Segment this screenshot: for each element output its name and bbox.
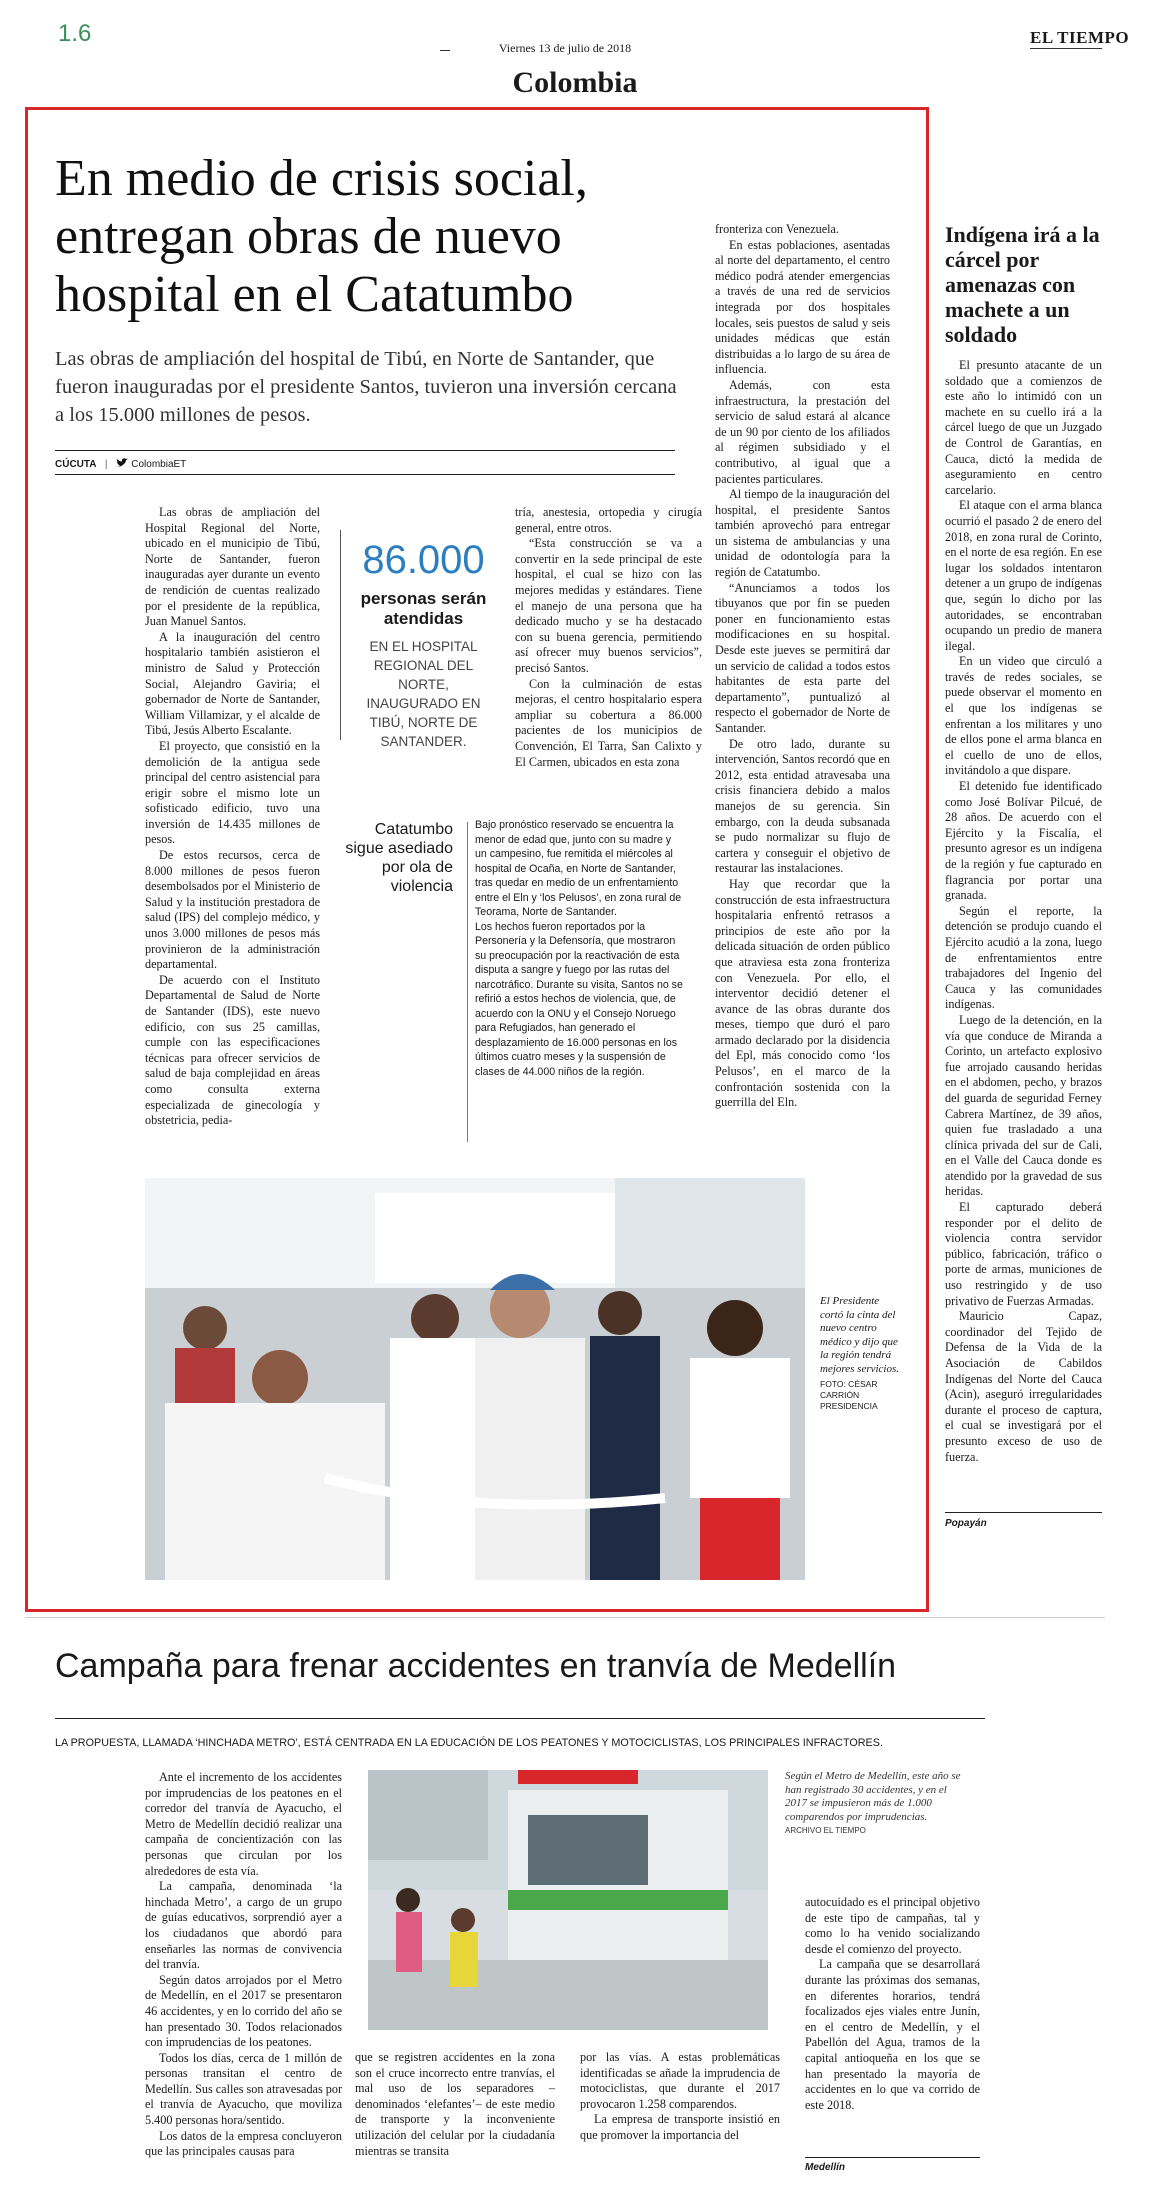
paragraph: “Esta construcción se va a convertir en la sede principal de este hospital, el cual se hizo con las mejores medidas y estándares. Tiene el manejo de una persona que ha dedicado mucho y se ha destacado con su buena gerencia, permitiendo así ofrecer muy buenos servicios”, precisó Santos. (515, 536, 702, 675)
bottom-column-1 (145, 1770, 342, 2160)
sidebar-body (475, 818, 685, 1079)
sidebar-text: Los hechos fueron reportados por la Personería y la Defensoría, que mostraron su preocupación por la reactivación de esta disputa a sangre y fuego por las rutas del narcotráfico. Durante su visita, Santos no se refirió a estos hechos de violencia, que, de acuerdo con la ONU y el Consejo Noruego para Refugiados, han generado el desplazamiento de 16.000 personas en los últimos cuatro meses y la suspensión de clases de 44.000 niños de la región. (475, 920, 683, 1078)
paragraph: A la inauguración del centro hospitalario también asistieron el ministro de Salud y Protección Social, Alejandro Gaviria; el gobernador de Norte de Santander, William Villamizar, y el alcalde de Tibú, Jesús Alberto Escalante. (145, 629, 320, 738)
bottom-column-4 (805, 1895, 980, 2113)
bottom-kicker: LA PROPUESTA, LLAMADA ‘HINCHADA METRO’, ESTÁ CENTRADA EN LA EDUCACIÓN DE LOS PEATONES Y MOTOCICLISTAS, LOS PRINCIPALES INFRACTORES. (55, 1737, 883, 1749)
paragraph: Hay que recordar que la construcción de esta infraestructura hospitalaria enfrentó retrasos a principios de este año por la delicada situación de orden público que atraviesa esta zona fronteriza con Venezuela. Por ello, el interventor decidió detener el avance de las obras durante dos meses, tiempo que duró el paro armado declarado por la disidencia del Epl, más conocido como ‘los Pelusos’, en el marco de la confrontación sostenida con la guerrilla del Eln. (715, 876, 890, 1110)
paper-name: EL TIEMPO (1030, 28, 1130, 47)
paragraph: El ataque con el arma blanca ocurrió el pasado 2 de enero del 2018, en zona rural de Corinto, en el norte de esa región. En ese lugar los soldados intentaron detener a un grupo de indígenas que, según lo dicho por las autoridades, se encontraban ocupando un predio de manera ilegal. (945, 498, 1103, 653)
stat-detail: EN EL HOSPITAL REGIONAL DEL NORTE, INAUGURADO EN TIBÚ, NORTE DE SANTANDER. (366, 639, 481, 749)
photo-credit: FOTO: CÉSAR CARRIÓN PRESIDENCIA (820, 1379, 878, 1411)
tram-caption (785, 1770, 965, 1838)
page-number: 1.6 (58, 20, 92, 47)
bottom-dateline: Medellín (805, 2162, 846, 2173)
paragraph: Al tiempo de la inauguración del hospital, el presidente Santos también aprovechó para entregar un sistema de ambulancias y una unidad de odontología para la región de Catatumbo. (715, 487, 890, 580)
bottom-column-2 (355, 2050, 555, 2159)
stat-number: 86.000 (362, 538, 485, 582)
paragraph: El detenido fue identificado como José Bolívar Pilcué, de 28 años. De acuerdo con el Ejército y la Fiscalía, el presunto agresor es un indígena de la región y fue capturado en flagrancia por portar una granada. (945, 779, 1102, 903)
paragraph: por las vías. A estas problemáticas identificadas se añade la imprudencia de motociclistas, que durante el 2017 provocaron 1.258 comparendos. (580, 2050, 780, 2111)
paragraph: Luego de la detención, en la vía que conduce de Miranda a Corinto, un artefacto explosivo fue arrojado causando heridas en el abdomen, pecho, y brazos del guarda de seguridad Ferney Cabrera Martínez, de 39 años, quien fue trasladado a una clínica privada del sur de Cali, en el Valle del Cauca donde es atendido por la gravedad de sus heridas. (945, 1012, 1102, 1199)
right-dateline: Popayán (945, 1518, 987, 1529)
paragraph: En un video que circuló a través de redes sociales, se puede observar el momento en el que los indígenas se enfrentan a los militares y uno de ellos pone el arma blanca en el cuello de uno de ellos, invitándolo a que dispare. (945, 654, 1102, 778)
paragraph: autocuidado es el principal objetivo de este tipo de campañas, tal y como lo ha venido socializando desde el comienzo del proyecto. (805, 1895, 980, 1956)
paragraph: El proyecto, que consistió en la demolición de la antigua sede principal del centro asistencial para erigir sobre el mismo lote un sofisticado edificio, tuvo una inversión de 14.435 millones de pesos. (145, 738, 320, 847)
photo-credit: ARCHIVO EL TIEMPO (785, 1826, 866, 1835)
paragraph: En estas poblaciones, asentadas al norte del departamento, el centro médico podrá atender emergencias a través de una red de servicios integrada por dos hospitales locales, seis puestos de salud y seis unidades médicas que están distribuidas a lo largo de su área de influencia. (715, 237, 890, 377)
paragraph: fronteriza con Venezuela. (715, 222, 839, 236)
paragraph: “Anunciamos a todos los tibuyanos que por fin se pueden poner en funcionamiento estas modificaciones en su hospital. Desde este jueves se permitirá dar un servicio de calidad a todos estos habitantes de esta parte del departamento”, puntualizó al respecto el gobernador de Norte de Santander. (715, 580, 890, 735)
paragraph: El presunto atacante de un soldado que a comienzos de este año lo intimidó con un machete en su cuello irá a la cárcel luego de que un Juzgado de Control de Garantías, en Cauca, dictó la medida de aseguramiento en centro carcelario. (945, 358, 1102, 497)
paragraph: La campaña que se desarrollará durante las próximas dos semanas, en diferentes horarios, tendrá focalizados ejes viales entre Junín, en el centro de Medellín, y el Pabellón del Agua, tramos de la capital antioqueña en los que se han presentado la mayoría de accidentes en lo que va corrido de este 2018. (805, 1957, 980, 2112)
twitter-handle[interactable]: ColombiaET (131, 459, 187, 470)
paragraph: La empresa de transporte insistió en que promover la importancia del (580, 2112, 780, 2142)
main-column-2 (515, 505, 702, 770)
section-title: Colombia (512, 66, 638, 99)
issue-date: Viernes 13 de julio de 2018 (450, 41, 680, 56)
caption-text: El Presidente cortó la cinta del nuevo centro médico y dijo que la región tendrá mejores servicios. (820, 1295, 900, 1375)
paragraph: tría, anestesia, ortopedia y cirugía general, entre otros. (515, 505, 702, 535)
paragraph: De estos recursos, cerca de 8.000 millones de pesos fueron desembolsados por el Ministerio de Salud y la institución prestadora de salud (IPS) del complejo médico, y unos 3.000 millones de pesos más provinieron de la administración departamental. (145, 848, 320, 972)
paragraph: que se registren accidentes en la zona son el cruce incorrecto entre tranvías, el mal uso de los separadores –denominados ‘elefantes’– de este medio de transporte y la inconveniente utilización del celular por la ciudadanía mientras se transita (355, 2050, 555, 2158)
twitter-bird-icon (116, 458, 128, 468)
stat-box (340, 530, 506, 749)
bottom-column-3 (580, 2050, 780, 2144)
right-column (945, 358, 1102, 1465)
paragraph: Todos los días, cerca de 1 millón de personas transitan el centro de Medellín. Sus calles son atravesadas por el tranvía de Ayacucho, que moviliza 5.400 personas hora/sentido. (145, 2050, 342, 2128)
paragraph: De acuerdo con el Instituto Departamental de Salud de Norte de Santander (IDS), este nuevo edificio, con sus 25 camillas, cumple con las especificaciones técnicas para ofrecer servicios de salud de baja complejidad en áreas como consulta externa especializada de ginecología y obstetricia, pedia- (145, 972, 320, 1128)
paragraph: El capturado deberá responder por el delito de violencia contra servidor público, fabricación, tráfico o porte de armas, municiones de uso restringido y de uso privativo de Fuerzas Armadas. (945, 1200, 1102, 1308)
main-summary: Las obras de ampliación del hospital de Tibú, en Norte de Santander, que fueron inauguradas por el presidente Santos, tuvieron una inversión cercana a los 15.000 millones de pesos. (55, 348, 677, 426)
paragraph: Según el reporte, la detención se produjo cuando el Ejército acudió a la zona, luego de enfrentamientos entre trabajadores del Ingenio del Cauca y las comunidades indígenas. (945, 903, 1102, 1012)
sidebar-text: Bajo pronóstico reservado se encuentra la menor de edad que, junto con su madre y un campesino, fue remitida el miércoles al hospital de Ocaña, en Norte de Santander, tras quedar en medio de un enfrentamiento entre el Eln y ‘los Pelusos’, en zona rural de Teorama, Norte de Santander. (475, 819, 682, 918)
main-column-1 (145, 505, 320, 1129)
paragraph: Además, con esta infraestructura, la prestación del servicio de salud estará al alcance de un 90 por ciento de los afiliados al régimen subsidiado y el contributivo, al igual que a pacientes particulares. (715, 377, 890, 486)
photo-caption (820, 1295, 905, 1412)
caption-text: Según el Metro de Medellín, este año se han registrado 30 accidentes, y en el 2017 se impusieron más de 1.000 comparendos por imprudencias. (785, 1770, 961, 1823)
paragraph: Los datos de la empresa concluyeron que las principales causas para (145, 2128, 342, 2159)
bottom-headline: Campaña para frenar accidentes en tranvía de Medellín (55, 1647, 897, 1685)
paragraph: De otro lado, durante su intervención, Santos recordó que en 2012, esta entidad atravesaba una crisis financiera debido a malos manejos de su gerencia. Sin embargo, con la deuda subsanada se pudo normalizar su flujo de cartera y conseguir el objetivo de restaurar las instalaciones. (715, 736, 890, 876)
paragraph: Mauricio Capaz, coordinador del Tejido de Defensa de la Vida de la Asociación de Cabildos Indígenas del Norte del Cauca (Acin), aseguró irregularidades durante el proceso de captura, el cual se investigará por el presunto exceso de uso de fuerza. (945, 1309, 1102, 1464)
dateline: CÚCUTA (55, 459, 97, 470)
stat-label: personas serán atendidas (360, 589, 487, 628)
paragraph: La campaña, denominada ‘la hinchada Metro’, a cargo de un grupo de guías educativos, sorprendió ayer a los ciudadanos que abordó para enseñarles las normas de convivencia del tranvía. (145, 1879, 342, 1972)
tram-photo (368, 1770, 768, 2030)
main-column-3 (715, 222, 890, 1111)
paragraph: Con la culminación de estas mejoras, el centro hospitalario espera ampliar su cobertura a 86.000 pacientes de los municipios de Convención, El Tarra, San Calixto y El Carmen, ubicados en esta zona (515, 676, 702, 769)
paragraph: Ante el incremento de los accidentes por imprudencias de los peatones en el corredor del tranvía de Ayacucho, el Metro de Medellín decidió realizar una campaña de concientización con las personas que circulan por los alrededores de esta vía. (145, 1770, 342, 1878)
paragraph: Según datos arrojados por el Metro de Medellín, en el 2017 se presentaron 46 accidentes, y en lo corrido del año se han presentado 30. Todos relacionados con imprudencias de los peatones. (145, 1972, 342, 2050)
byline: CÚCUTA | ColombiaET (55, 459, 187, 470)
paragraph: Las obras de ampliación del Hospital Regional del Norte, ubicado en el municipio de Tibú, Norte de Santander, fueron inauguradas ayer durante un evento de rendición de cuentas realizado por el presidente de la república, Juan Manuel Santos. (145, 505, 320, 629)
main-photo (145, 1178, 805, 1580)
right-headline: Indígena irá a la cárcel por amenazas con machete a un soldado (945, 222, 1100, 347)
main-headline: En medio de crisis social, entregan obras de nuevo hospital en el Catatumbo (55, 150, 588, 323)
sidebar-title: Catatumbo sigue asediado por ola de violencia (345, 821, 453, 895)
